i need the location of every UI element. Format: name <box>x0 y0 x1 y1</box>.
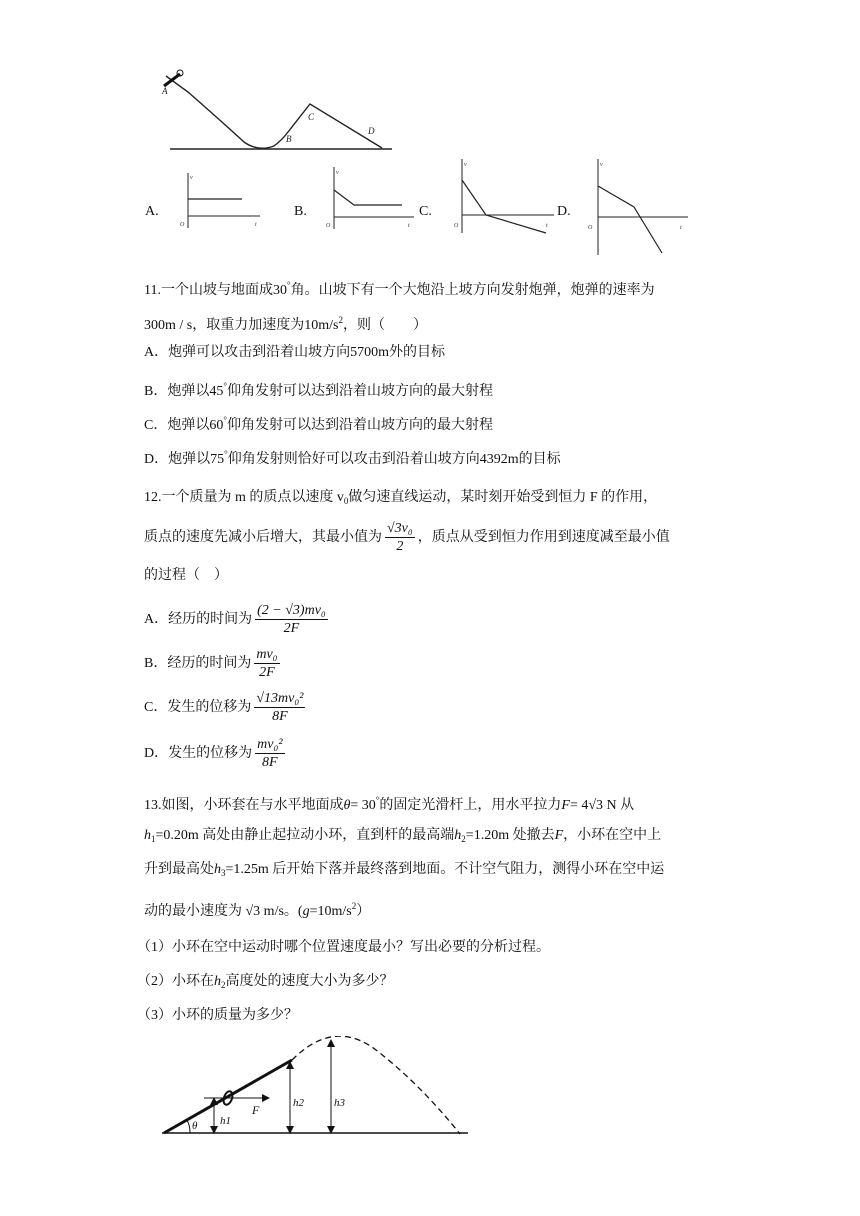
graph-option-c <box>446 155 556 235</box>
h3-label: h3 <box>334 1097 345 1109</box>
q12-stem-line2: 质点的速度先减小后增大，其最小值为 $\frac{\text{√3v₀}}{2}$ ，质点从受到恒力作用到速度减至最小值 <box>144 521 670 555</box>
q12-stem-line1: 12.一个质量为 m 的质点以速度 $v_0$做匀速直线运动，某时刻开始受到恒力 F 的作用， <box>144 490 658 506</box>
h1-label: h1 <box>220 1115 231 1127</box>
q13-sub1: （1）小环在空中运动时哪个位置速度最小？写出必要的分析过程。 <box>137 940 550 955</box>
option-c-label: C. <box>419 204 432 219</box>
label-a: A <box>162 86 168 96</box>
q13-stem-line4: 动的最小速度为 √3 m/s。$(g=10m/s^2)$ <box>144 901 371 919</box>
q11-stem-line2: 300m / s，取重力加速度为$10m/s^2$，则（ ） <box>144 315 427 333</box>
h2-label: h2 <box>293 1097 304 1109</box>
graph-option-a <box>172 168 264 230</box>
option-a-label: A. <box>145 204 159 219</box>
svg-text:t: t <box>408 223 410 229</box>
q12-option-c[interactable]: C．发生的位移为 $\frac{\text{√13mv₀²}}{8F}$ <box>144 691 304 725</box>
q13-stem-line1: 13.如图，小环套在与水平地面成θ= 30°的固定光滑杆上，用水平拉力F= 4√3 N 从 <box>144 795 635 813</box>
label-d: D <box>368 126 375 136</box>
q12-option-b[interactable]: B．经历的时间为 $\frac{\text{mv₀}}{2F}$ <box>144 647 278 681</box>
svg-text:t: t <box>680 225 682 231</box>
inclined-rod-figure <box>158 1036 478 1140</box>
label-b: B <box>286 134 292 144</box>
svg-text:v: v <box>464 162 467 168</box>
option-d-label: D. <box>557 204 571 219</box>
graph-option-d <box>584 155 694 255</box>
q11-option-d[interactable]: D．炮弹以75°仰角发射则恰好可以攻击到沿着山坡方向4392m的目标 <box>144 449 561 467</box>
q12-stem-line3: 的过程（ ） <box>144 568 228 583</box>
q11-stem-line1: 11.一个山坡与地面成30°角。山坡下有一个大炮沿上坡方向发射炮弹，炮弹的速率为 <box>144 280 655 298</box>
force-label: F <box>252 1103 260 1117</box>
q13-stem-line2: $h_1=0.20m$ 高处由静止起拉动小环，直到杆的最高端$h_2=1.20m$ 处撤去F，小环在空中上 <box>144 828 662 844</box>
svg-text:O: O <box>454 223 459 229</box>
q12-option-a[interactable]: A．经历的时间为 $\frac{\text{(2 − √3)mv₀}}{2F}$ <box>144 603 326 637</box>
label-c: C <box>308 112 315 122</box>
q11-option-b[interactable]: B．炮弹以45°仰角发射可以达到沿着山坡方向的最大射程 <box>144 381 493 399</box>
svg-text:O: O <box>326 223 331 229</box>
q13-sub3: （3）小环的质量为多少？ <box>137 1008 298 1023</box>
svg-text:v: v <box>190 175 193 181</box>
q13-sub2: （2）小环在$h_2$高度处的速度大小为多少？ <box>137 974 394 990</box>
svg-text:O: O <box>180 222 185 228</box>
ski-track-figure <box>150 62 400 157</box>
q11-option-a[interactable]: A．炮弹可以攻击到沿着山坡方向5700m外的目标 <box>144 345 446 360</box>
q12-option-d[interactable]: D．发生的位移为 $\frac{\text{mv₀²}}{8F}$ <box>144 737 283 771</box>
theta-label: θ <box>192 1120 198 1132</box>
q11-option-c[interactable]: C．炮弹以60°仰角发射可以达到沿着山坡方向的最大射程 <box>144 415 493 433</box>
svg-text:t: t <box>546 223 548 229</box>
option-b-label: B. <box>294 204 307 219</box>
q13-stem-line3: 升到最高处$h_3=1.25m$ 后开始下落并最终落到地面。不计空气阻力，测得小环在空中运 <box>144 862 665 878</box>
svg-text:t: t <box>255 222 257 228</box>
svg-text:v: v <box>336 170 339 176</box>
svg-text:O: O <box>588 225 593 231</box>
svg-text:v: v <box>600 162 603 168</box>
graph-option-b <box>318 163 418 231</box>
min-speed-fraction: $\frac{\text{√3v₀}}{2}$ <box>387 521 413 555</box>
